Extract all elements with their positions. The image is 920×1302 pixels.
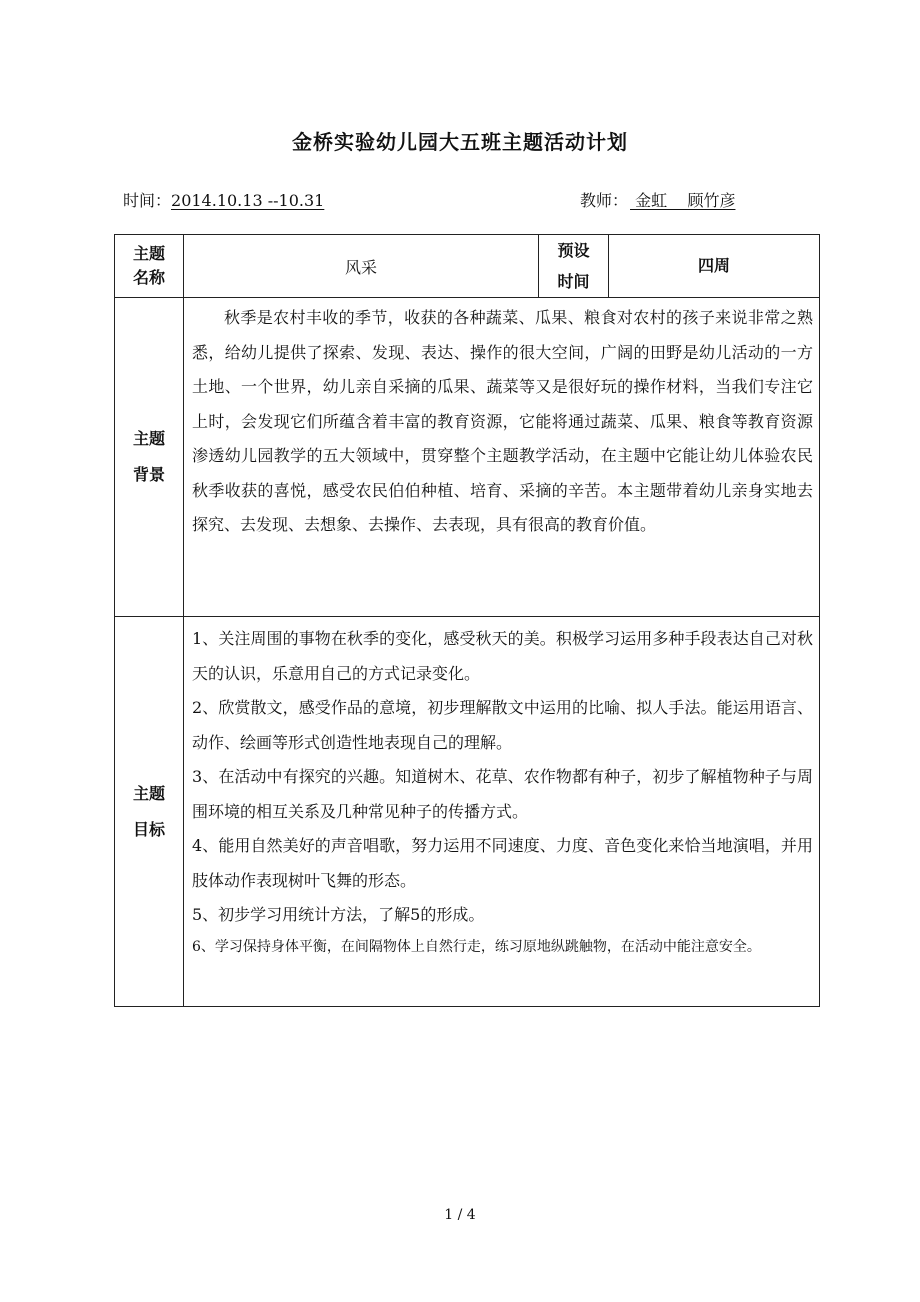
goal-item: 1、关注周围的事物在秋季的变化，感受秋天的美。积极学习运用多种手段表达自己对秋天的认识，乐意用自己的方式记录变化。 [192,629,813,683]
theme-name-label-line-1: 主题 [132,244,165,263]
goals-label-line-2: 目标 [132,819,165,839]
page-number: 1 / 4 [444,1207,476,1223]
preset-time-value: 四周 [609,235,820,298]
teacher-value: 金虹 顾竹彦 [630,191,736,210]
goal-item: 2、欣赏散文，感受作品的意境，初步理解散文中运用的比喻、拟人手法。能运用语言、动作、绘画等形式创造性地表现自己的理解。 [192,698,813,752]
goal-item: 4、能用自然美好的声音唱歌，努力运用不同速度、力度、音色变化来恰当地演唱，并用肢体动作表现树叶飞舞的形态。 [192,836,813,890]
goals-cell [184,617,820,1007]
background-label [115,298,184,617]
goal-item: 3、在活动中有探究的兴趣。知道树木、花草、农作物都有种子，初步了解植物种子与周围环境的相互关系及几种常见种子的传播方式。 [192,767,813,821]
goals-row [115,617,820,1007]
time-value: 2014.10.13 --10.31 [171,191,325,210]
time-label: 时间： [123,191,172,210]
time-line [123,188,324,211]
goals-label-line-1: 主题 [132,783,165,803]
background-row [115,298,820,617]
preset-time-label-line-1: 预设 [557,241,590,260]
document-title: 金桥实验幼儿园大五班主题活动计划 [292,130,628,154]
goals-list [184,622,819,962]
goal-item: 5、初步学习用统计方法，了解5的形成。 [192,905,485,924]
theme-plan-table [114,234,820,1007]
theme-name-value: 风采 [184,235,539,298]
goal-item: 6、学习保持身体平衡，在间隔物体上自然行走，练习原地纵跳触物，在活动中能注意安全。 [192,938,761,955]
background-text: 秋季是农村丰收的季节，收获的各种蔬菜、瓜果、粮食对农村的孩子来说非常之熟悉，给幼儿提供了探索、发现、表达、操作的很大空间，广阔的田野是幼儿活动的一方土地、一个世界，幼儿亲自采摘的瓜果、蔬菜等又是很好玩的操作材料，当我们专注它上时，会发现它们所蕴含着丰富的教育资源，它能将通过蔬菜、瓜果、粮食等教育资源渗透幼儿园教学的五大领域中，贯穿整个主题教学活动，在主题中它能让幼儿体验农民秋季收获的喜悦，感受农民伯伯种植、培育、采摘的辛苦。本主题带着幼儿亲身实地去探究、去发现、去想象、去操作、去表现，具有很高的教育价值。 [192,308,813,534]
preset-time-label [539,235,609,298]
teacher-line [580,188,735,211]
goals-label [115,617,184,1007]
theme-name-label [115,235,184,298]
teacher-label: 教师： [580,191,629,210]
background-cell [184,298,820,617]
preset-time-label-line-2: 时间 [557,272,590,291]
theme-name-label-line-2: 名称 [132,268,165,287]
background-label-line-1: 主题 [132,429,165,448]
theme-name-row [115,235,820,298]
background-label-line-2: 背景 [132,465,165,484]
